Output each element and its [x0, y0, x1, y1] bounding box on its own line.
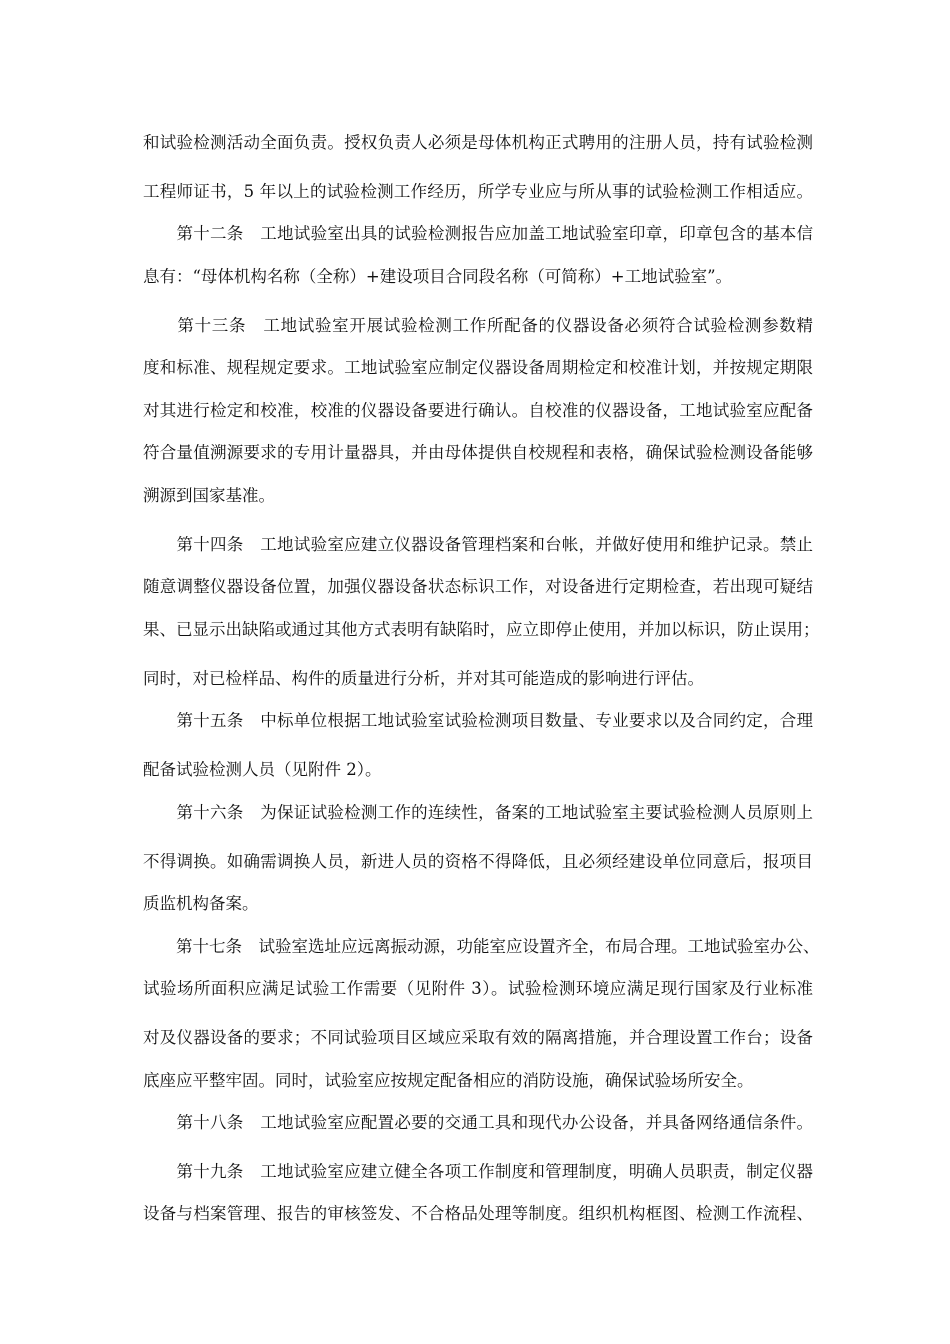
text-line: 符合量值溯源要求的专用计量器具，并由母体提供自校规程和表格，确保试验检测设备能够	[143, 443, 813, 462]
text-line: 设备与档案管理、报告的审核签发、不合格品处理等制度。组织机构框图、检测工作流程、	[143, 1204, 813, 1223]
text-line: 底座应平整牢固。同时，试验室应按规定配备相应的消防设施，确保试验场所安全。	[143, 1071, 754, 1090]
text-line: 第十八条 工地试验室应配置必要的交通工具和现代办公设备，并具备网络通信条件。	[143, 1113, 813, 1132]
text-line: 第十六条 为保证试验检测工作的连续性，备案的工地试验室主要试验检测人员原则上	[143, 803, 813, 822]
text-line: 对其进行检定和校准，校准的仪器设备要进行确认。自校准的仪器设备，工地试验室应配备	[143, 401, 813, 420]
text-line: 配备试验检测人员（见附件 2）。	[143, 760, 382, 779]
text-line: 不得调换。如确需调换人员，新进人员的资格不得降低，且必须经建设单位同意后，报项目	[143, 852, 813, 871]
text-line: 度和标准、规程规定要求。工地试验室应制定仪器设备周期检定和校准计划，并按规定期限	[143, 358, 813, 377]
text-line: 第十三条 工地试验室开展试验检测工作所配备的仪器设备必须符合试验检测参数精	[143, 316, 813, 335]
text-line: 和试验检测活动全面负责。授权负责人必须是母体机构正式聘用的注册人员，持有试验检测	[143, 133, 813, 152]
text-line: 第十七条 试验室选址应远离振动源，功能室应设置齐全，布局合理。工地试验室办公、	[143, 937, 820, 956]
text-line: 第十二条 工地试验室出具的试验检测报告应加盖工地试验室印章，印章包含的基本信	[143, 224, 813, 243]
text-line: 工程师证书，5 年以上的试验检测工作经历，所学专业应与所从事的试验检测工作相适应。	[143, 182, 813, 201]
text-line: 第十九条 工地试验室应建立健全各项工作制度和管理制度，明确人员职责，制定仪器	[143, 1162, 813, 1181]
text-line: 第十四条 工地试验室应建立仪器设备管理档案和台帐，并做好使用和维护记录。禁止	[143, 535, 813, 554]
text-line: 果、已显示出缺陷或通过其他方式表明有缺陷时，应立即停止使用，并加以标识，防止误用；	[143, 620, 820, 639]
text-line: 对及仪器设备的要求；不同试验项目区域应采取有效的隔离措施，并合理设置工作台；设备	[143, 1028, 813, 1047]
text-line: 试验场所面积应满足试验工作需要（见附件 3）。试验检测环境应满足现行国家及行业标准	[143, 979, 813, 998]
text-line: 息有：“母体机构名称（全称）+建设项目合同段名称（可简称）+工地试验室”。	[143, 267, 733, 286]
text-line: 同时，对已检样品、构件的质量进行分析，并对其可能造成的影响进行评估。	[143, 669, 704, 688]
text-line: 随意调整仪器设备位置，加强仪器设备状态标识工作，对设备进行定期检查，若出现可疑结	[143, 577, 813, 596]
text-line: 质监机构备案。	[143, 894, 259, 913]
text-line: 溯源到国家基准。	[143, 486, 275, 505]
text-line: 第十五条 中标单位根据工地试验室试验检测项目数量、专业要求以及合同约定，合理	[143, 711, 813, 730]
